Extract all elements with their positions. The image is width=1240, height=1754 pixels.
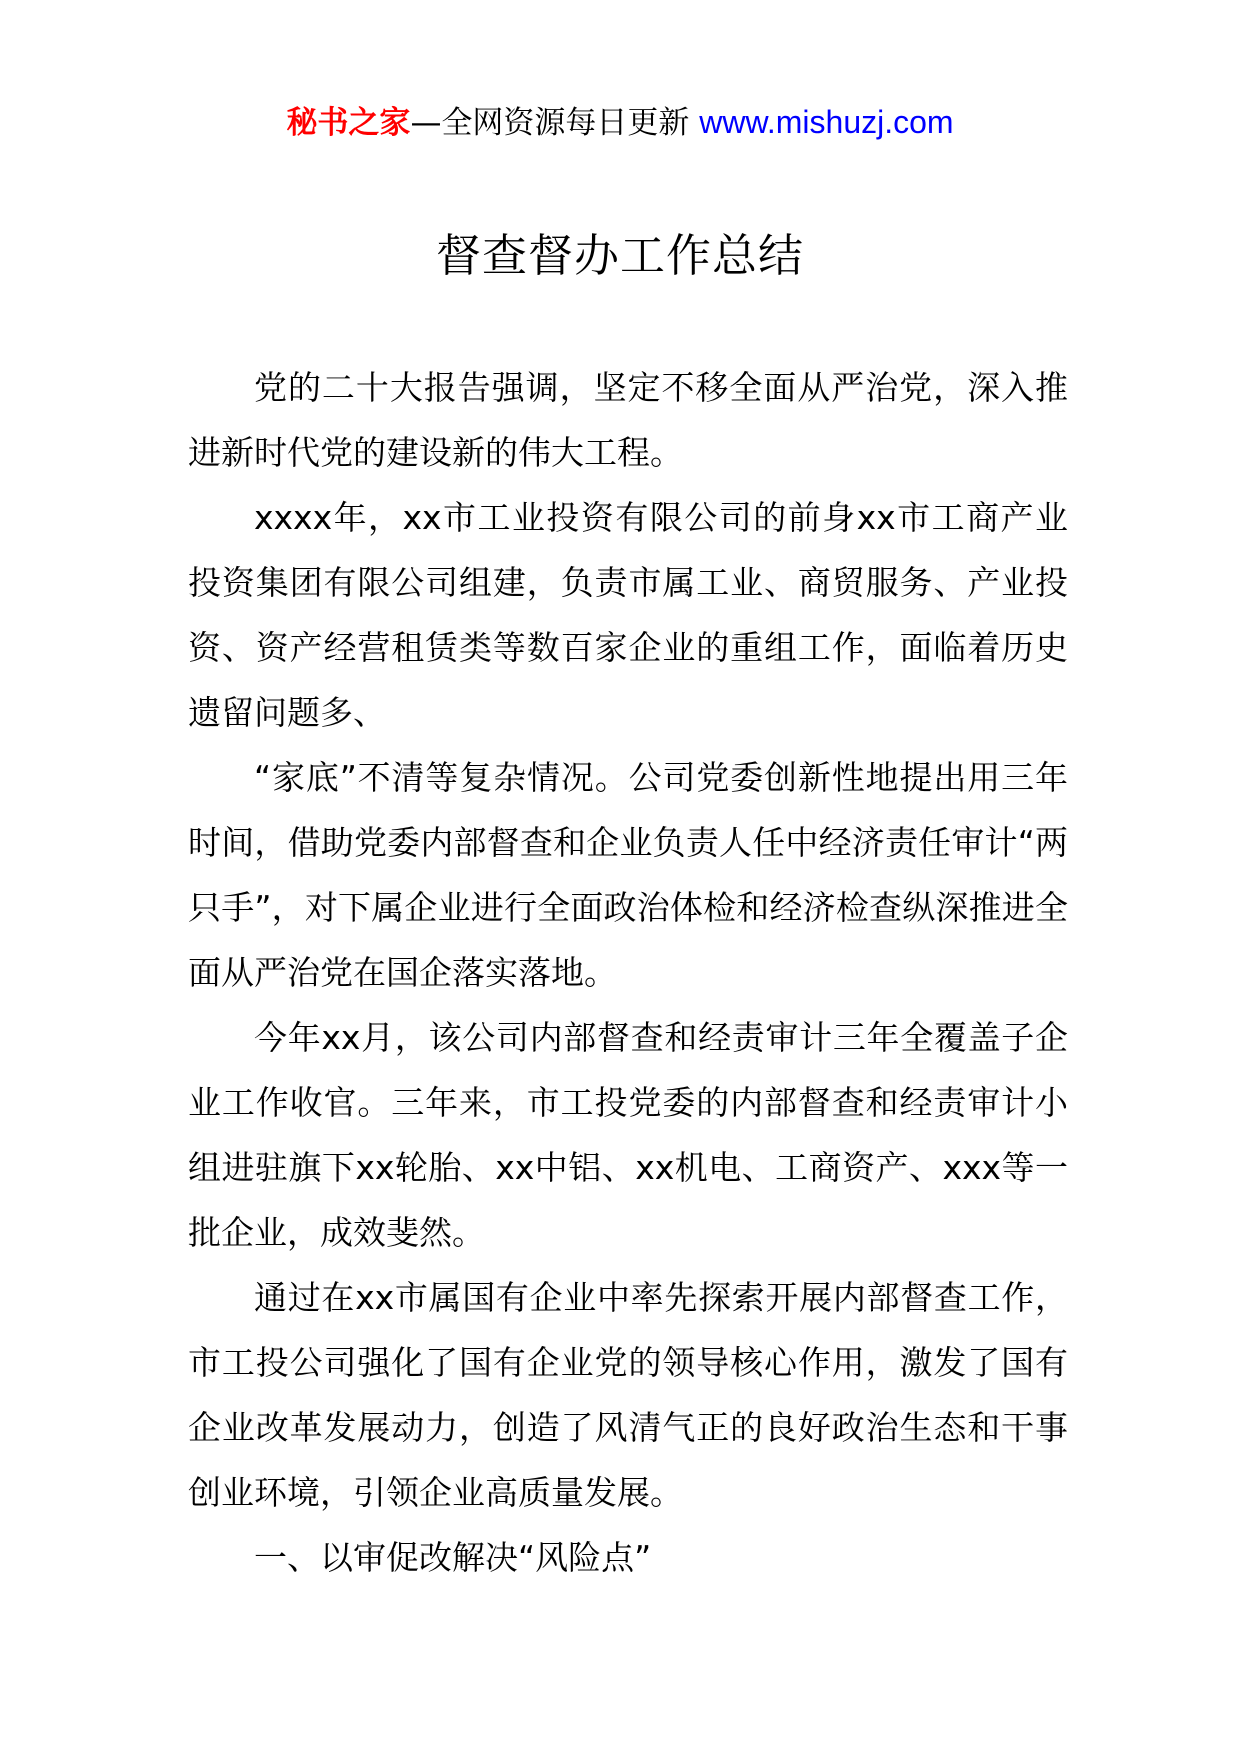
header-tagline: —全网资源每日更新 xyxy=(410,105,690,141)
site-header xyxy=(0,100,1240,145)
site-url[interactable]: www.mishuzj.com xyxy=(699,104,954,140)
paragraph-1: 党的二十大报告强调，坚定不移全面从严治党，深入推进新时代党的建设新的伟大工程。 xyxy=(188,368,1068,472)
section-heading: 一、以审促改解决“风险点” xyxy=(254,1538,652,1577)
paragraph-3: “家底”不清等复杂情况。公司党委创新性地提出用三年时间，借助党委内部督查和企业负责人任中经济责任审计“两只手”，对下属企业进行全面政治体检和经济检查纵深推进全面从严治党在国企落实落地。 xyxy=(188,758,1068,992)
document-title: 督查督办工作总结 xyxy=(435,229,804,282)
document-body xyxy=(188,355,1068,1590)
paragraph-4: 今年xx月，该公司内部督查和经责审计三年全覆盖子企业工作收官。三年来，市工投党委的内部督查和经责审计小组进驻旗下xx轮胎、xx中铝、xx机电、工商资产、xxx等一批企业，成效斐然。 xyxy=(188,1018,1068,1252)
brand-name: 秘书之家 xyxy=(286,105,411,141)
paragraph-2: xxxx年，xx市工业投资有限公司的前身xx市工商产业投资集团有限公司组建，负责市属工业、商贸服务、产业投资、资产经营租赁类等数百家企业的重组工作，面临着历史遗留问题多、 xyxy=(188,498,1068,732)
paragraph-5: 通过在xx市属国有企业中率先探索开展内部督查工作，市工投公司强化了国有企业党的领导核心作用，激发了国有企业改革发展动力，创造了风清气正的良好政治生态和干事创业环境，引领企业高质量发展。 xyxy=(188,1278,1068,1512)
